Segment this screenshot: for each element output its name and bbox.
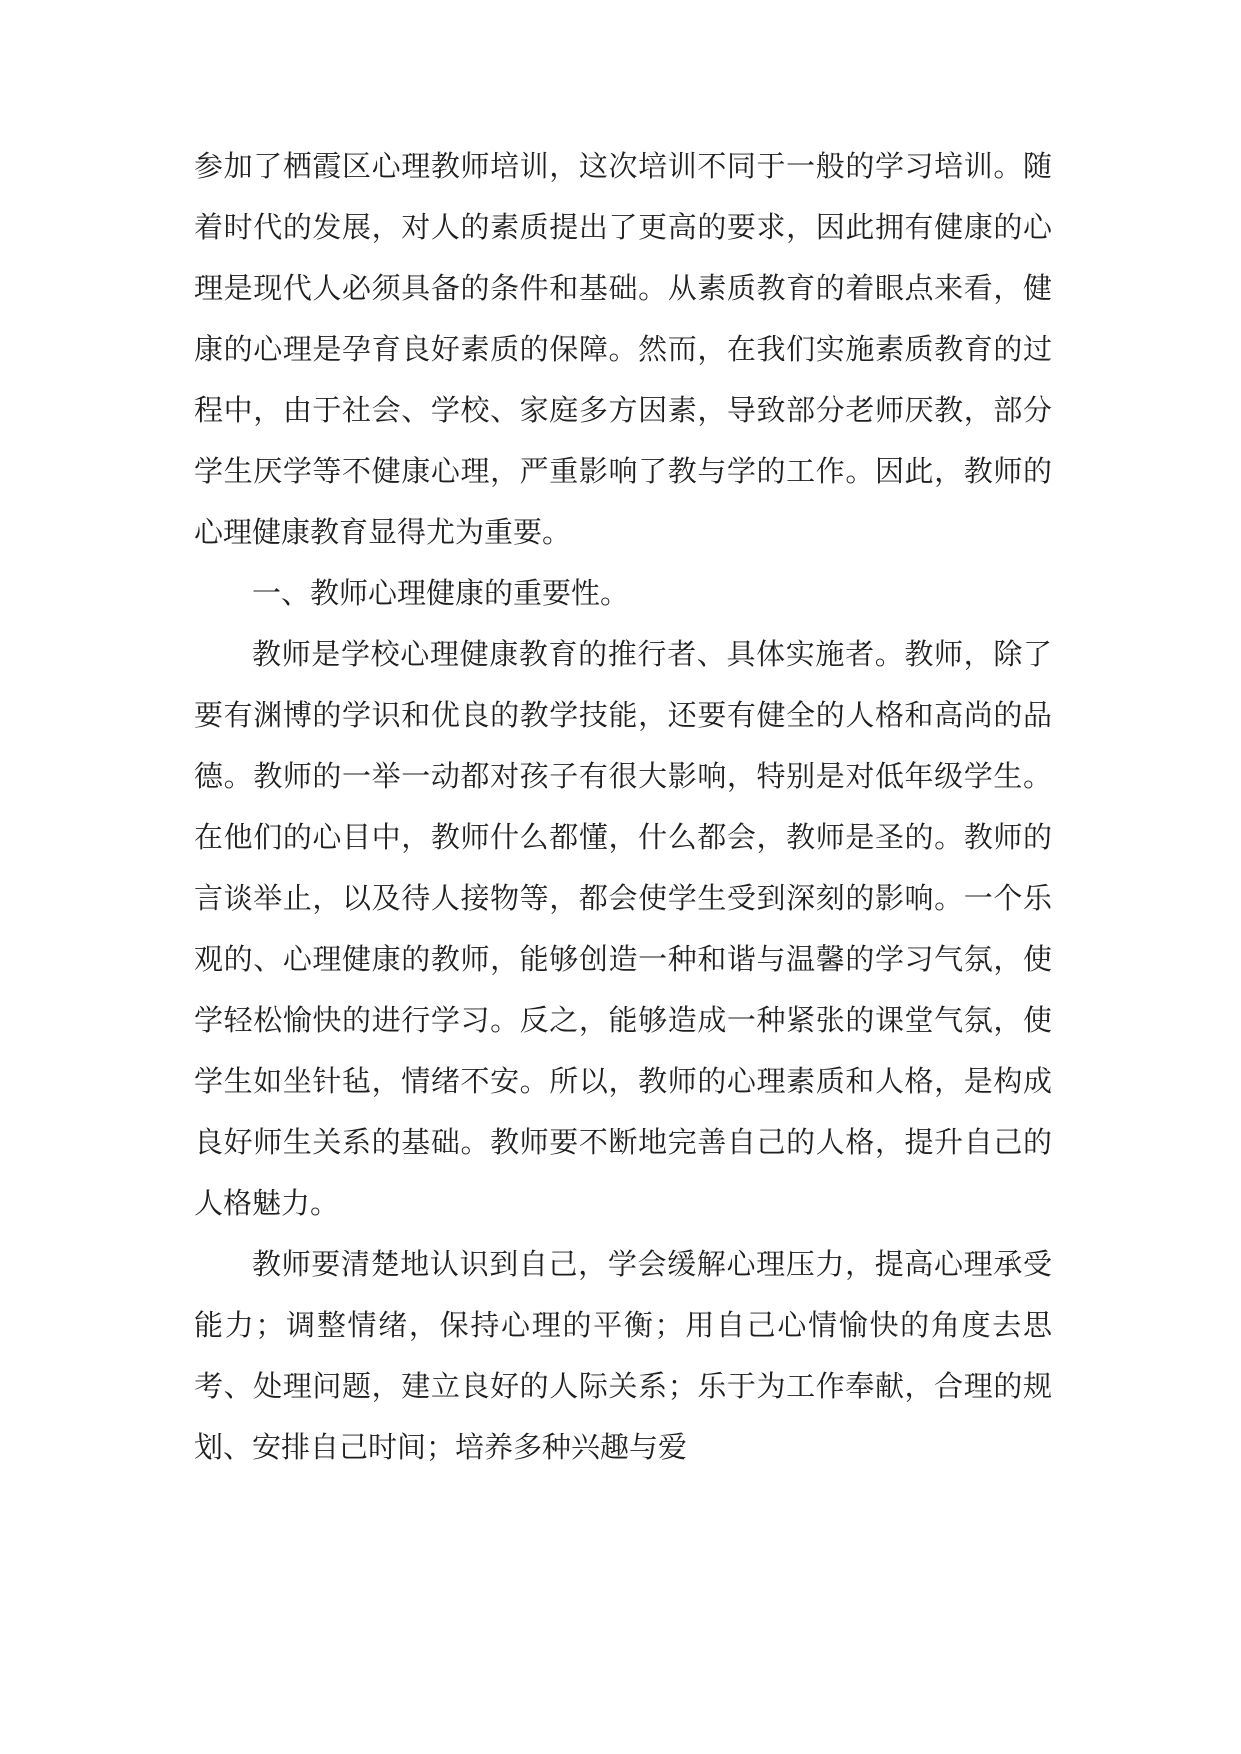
paragraph-self-awareness: 教师要清楚地认识到自己，学会缓解心理压力，提高心理承受能力；调整情绪，保持心理的平衡；用自己心情愉快的角度去思考、处理问题，建立良好的人际关系；乐于为工作奉献，合理的规划、安排自己时间；培养多种兴趣与爱 [194,1247,1052,1464]
paragraph-importance: 教师是学校心理健康教育的推行者、具体实施者。教师，除了要有渊博的学识和优良的教学技能，还要有健全的人格和高尚的品德。教师的一举一动都对孩子有很大影响，特别是对低年级学生。在他们的心目中，教师什么都懂，什么都会，教师是圣的。教师的言谈举止，以及待人接物等，都会使学生受到深刻的影响。一个乐观的、心理健康的教师，能够创造一种和谐与温馨的学习气氛，使学轻松愉快的进行学习。反之，能够造成一种紧张的课堂气氛，使学生如坐针毡，情绪不安。所以，教师的心理素质和人格，是构成良好师生关系的基础。教师要不断地完善自己的人格，提升自己的人格魅力。 [194,637,1052,1220]
section-heading: 一、教师心理健康的重要性。 [252,576,630,610]
document-body [194,136,1052,1478]
paragraph-intro: 参加了栖霞区心理教师培训，这次培训不同于一般的学习培训。随着时代的发展，对人的素质提出了更高的要求，因此拥有健康的心理是现代人必须具备的条件和基础。从素质教育的着眼点来看，健康的心理是孕育良好素质的保障。然而，在我们实施素质教育的过程中，由于社会、学校、家庭多方因素，导致部分老师厌教，部分学生厌学等不健康心理，严重影响了教与学的工作。因此，教师的心理健康教育显得尤为重要。 [194,149,1052,549]
